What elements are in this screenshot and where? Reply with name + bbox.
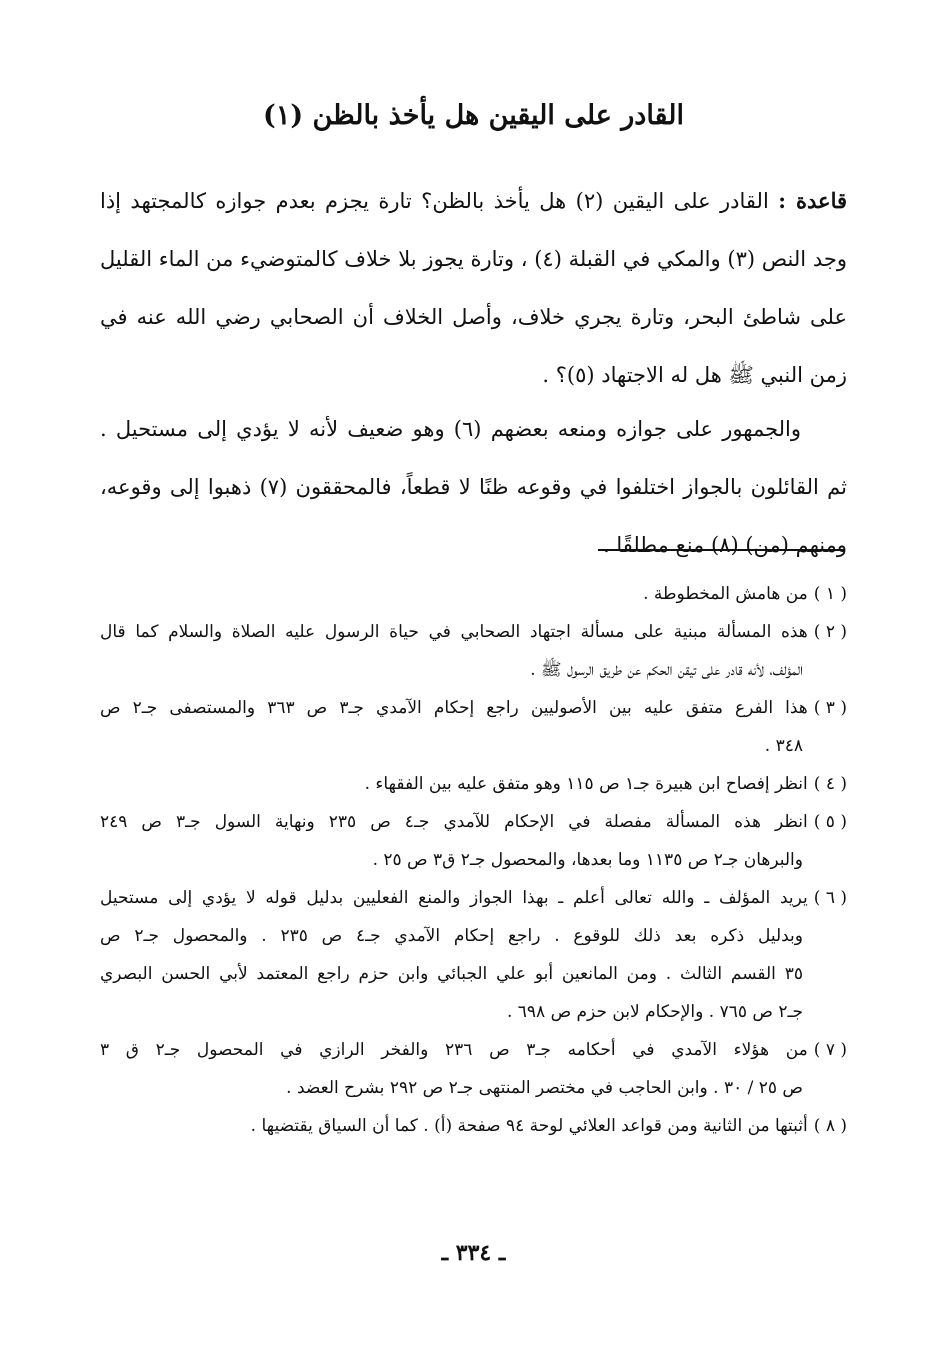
footnote-3 xyxy=(100,689,847,765)
footnote-number: ( ٦ ) xyxy=(813,888,847,908)
footnote-line: ٣٥ القسم الثالث . ومن المانعين أبو علي الجبائي وابن حزم راجع المعتمد لأبي الحسن البصري xyxy=(100,964,803,984)
paragraph-line: وجد النص (٣) والمكي في القبلة (٤) ، وتارة يجوز بلا خلاف كالمتوضيء من الماء القليل xyxy=(100,247,847,271)
paragraph-line: ثم القائلون بالجواز اختلفوا في وقوعه ظنًا لا قطعاً، فالمحققون (٧) ذهبوا إلى وقوعه، xyxy=(100,475,847,499)
footnote-line xyxy=(100,879,847,917)
footnote-line xyxy=(100,1107,847,1145)
footnote-text: انظر هذه المسألة مفصلة في الإحكام للآمدي جـ٤ ص ٢٣٥ ونهاية السول جـ٣ ص ٢٤٩ xyxy=(100,812,808,832)
footnote-line: جـ٢ ص ٧٦٥ . والإحكام لابن حزم ص ٦٩٨ . xyxy=(506,1002,803,1022)
footnote-line xyxy=(100,765,847,803)
paragraph-rule xyxy=(100,172,847,404)
paragraph-line xyxy=(100,172,847,230)
footnote-text: يريد المؤلف ـ والله تعالى أعلم ـ بهذا الجواز والمنع الفعليين بدليل قوله لا يؤدي إلى مستحيل xyxy=(100,888,808,908)
footnote-line xyxy=(100,803,847,841)
footnote-text: انظر إفصاح ابن هبيرة جـ١ ص ١١٥ وهو متفق عليه بين الفقهاء . xyxy=(364,774,808,794)
footnote-7 xyxy=(100,1031,847,1107)
footnote-separator xyxy=(598,549,844,551)
footnote-text: هذا الفرع متفق عليه بين الأصوليين راجع إحكام الآمدي جـ٣ ص ٣٦٣ والمستصفى جـ٢ ص xyxy=(100,698,808,718)
footnote-text: من هؤلاء الآمدي في أحكامه جـ٣ ص ٢٣٦ والفخر الرازي في المحصول جـ٢ ق ٣ xyxy=(100,1040,808,1060)
footnotes xyxy=(100,575,847,1145)
footnote-4 xyxy=(100,765,847,803)
footnote-line: والبرهان جـ٢ ص ١١٣٥ وما بعدها، والمحصول جـ٢ ق٣ ص ٢٥ . xyxy=(372,850,803,870)
paragraph-line: والجمهور على جوازه ومنعه بعضهم (٦) وهو ضعيف لأنه لا يؤدي إلى مستحيل . xyxy=(100,417,802,441)
footnote-number: ( ١ ) xyxy=(813,584,847,604)
footnote-number: ( ٨ ) xyxy=(813,1116,847,1136)
page-number: ـ ٣٣٤ ـ xyxy=(441,1240,506,1266)
footnote-line xyxy=(100,613,847,651)
footnote-line: وبدليل ذكره بعد ذلك للوقوع . راجع إحكام الآمدي جـ٤ ص ٢٣٥ . والمحصول جـ٢ ص xyxy=(100,926,803,946)
footnote-line: المؤلف، لأنه قادر على تيقن الحكم عن طريق الرسول ﷺ . xyxy=(530,660,803,680)
footnote-number: ( ٣ ) xyxy=(813,698,847,718)
footnote-text: أثبتها من الثانية ومن قواعد العلائي لوحة ٩٤ صفحة (أ) . كما أن السياق يقتضيها . xyxy=(250,1116,808,1136)
footnote-line xyxy=(100,575,847,613)
footnote-text: من هامش المخطوطة . xyxy=(643,584,808,604)
footnote-number: ( ٤ ) xyxy=(813,774,847,794)
page-title: القادر على اليقين هل يأخذ بالظن (١) xyxy=(263,100,684,131)
paragraph-line-text: القادر على اليقين (٢) هل يأخذ بالظن؟ تارة يجزم بعدم جوازه كالمجتهد إذا xyxy=(100,189,769,213)
footnote-text: هذه المسألة مبنية على مسألة اجتهاد الصحابي في حياة الرسول عليه الصلاة والسلام كما قال xyxy=(100,622,808,642)
footnote-line: ص ٢٥ / ٣٠ . وابن الحاجب في مختصر المنتهى جـ٢ ص ٢٩٢ بشرح العضد . xyxy=(286,1078,803,1098)
footnote-8 xyxy=(100,1107,847,1145)
footnote-line xyxy=(100,1031,847,1069)
footnote-line xyxy=(100,689,847,727)
footnote-6 xyxy=(100,879,847,1031)
footnote-1 xyxy=(100,575,847,613)
paragraph-line: ومنهم (من) (٨) منع مطلقًا . xyxy=(603,533,847,557)
paragraph-line: على شاطئ البحر، وتارة يجري خلاف، وأصل الخلاف أن الصحابي رضي الله عنه في xyxy=(100,305,847,329)
footnote-line: ٣٤٨ . xyxy=(764,736,803,756)
footnote-number: ( ٧ ) xyxy=(813,1040,847,1060)
paragraph-line: زمن النبي ﷺ هل له الاجتهاد (٥)؟ . xyxy=(542,363,847,387)
footnote-number: ( ٢ ) xyxy=(813,622,847,642)
footnote-2 xyxy=(100,613,847,689)
footnote-number: ( ٥ ) xyxy=(813,812,847,832)
rule-label: قاعدة : xyxy=(778,188,847,213)
paragraph-majority xyxy=(100,400,847,574)
footnote-5 xyxy=(100,803,847,879)
